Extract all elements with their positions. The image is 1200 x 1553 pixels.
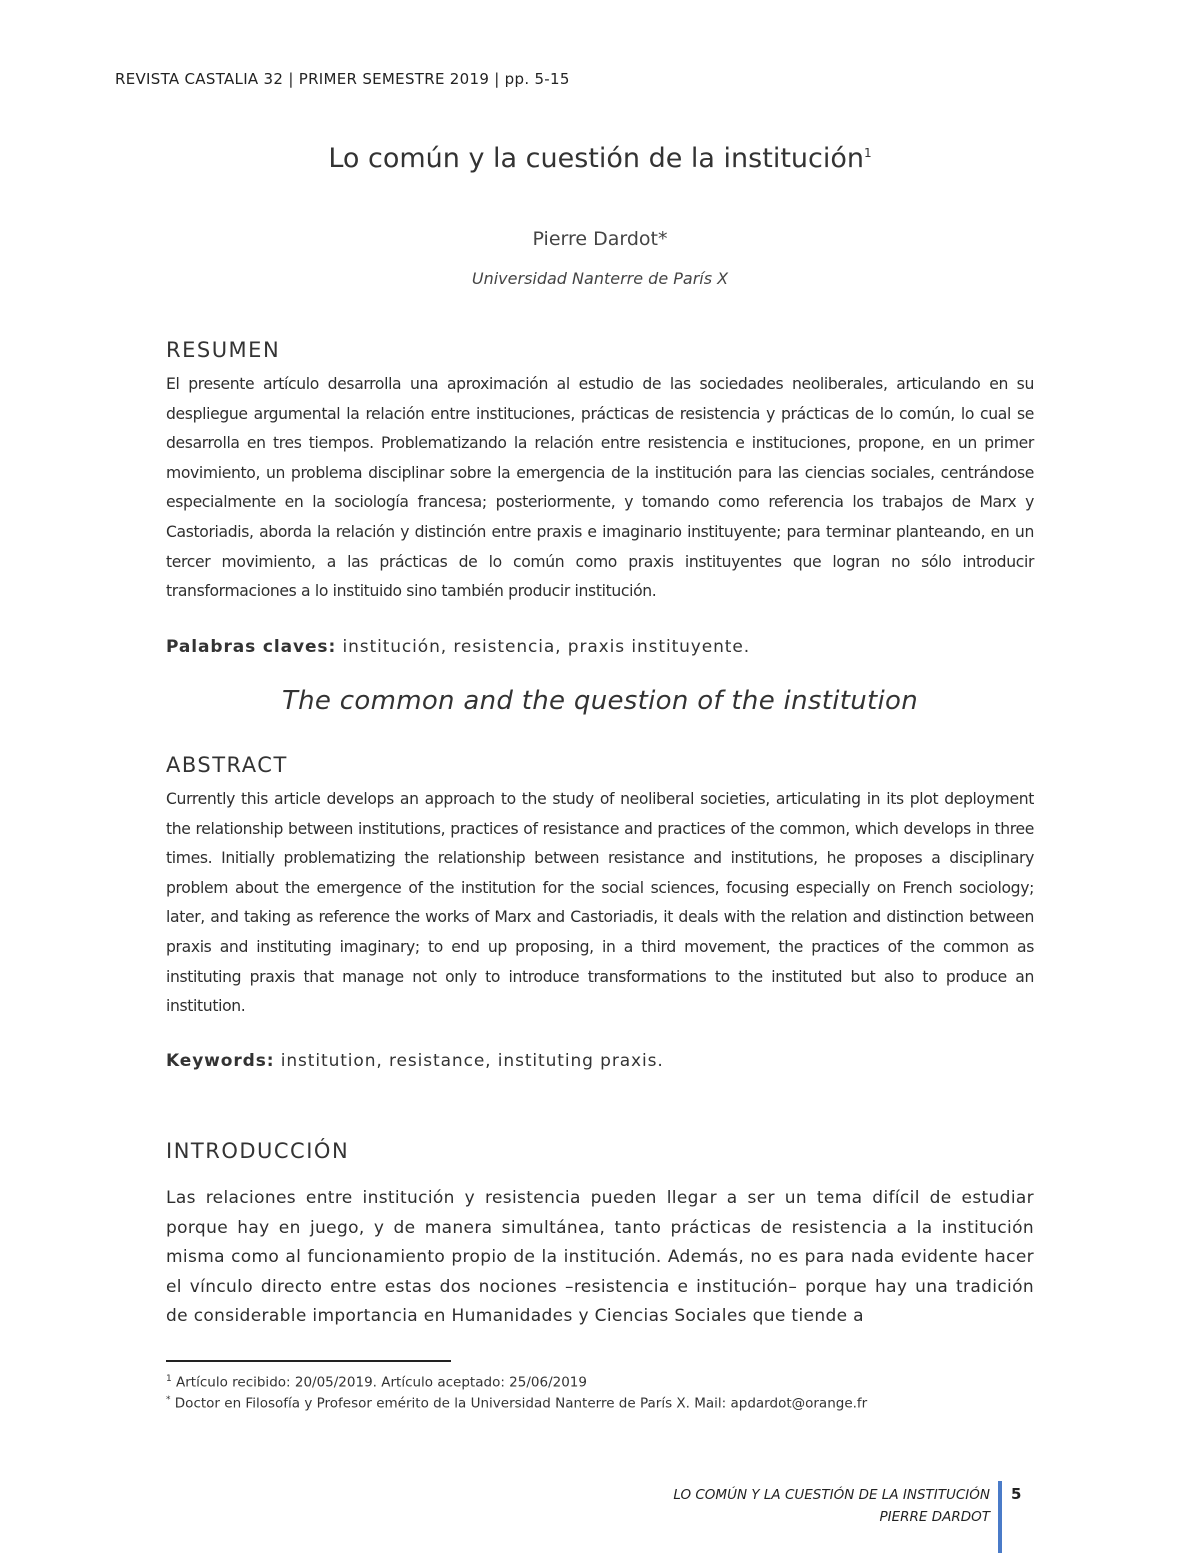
resumen-heading: RESUMEN [166,338,281,362]
footnote-separator [166,1360,451,1362]
resumen-keywords [166,637,1034,657]
introduccion-body: Las relaciones entre institución y resistencia pueden llegar a ser un tema difícil de estudiar porque hay en juego, y de manera simultánea, tanto prácticas de resistencia a la institución misma como al funcionamiento propio de la institución. Además, no es para nada evidente hacer el vínculo directo entre estas dos nociones –resistencia e institución– porque hay una tradición de considerable importancia en Humanidades y Ciencias Sociales que tiende a [166,1188,1034,1327]
english-title: The common and the question of the institution [281,686,919,716]
footnote-2-mark: * [166,1395,171,1405]
title-footnote-mark[interactable]: 1 [864,146,872,160]
author-name: Pierre Dardot* [532,228,668,250]
footnote-1 [166,1374,587,1391]
resumen-keywords-label: Palabras claves: [166,637,337,657]
abstract-keywords-list: institution, resistance, instituting praxis. [274,1051,664,1071]
footer-accent-bar [998,1481,1002,1553]
footnote-1-text: Artículo recibido: 20/05/2019. Artículo aceptado: 25/06/2019 [171,1374,587,1391]
resumen-keywords-list: institución, resistencia, praxis instituyente. [336,637,751,657]
article-title [0,143,1200,174]
abstract-keywords [166,1051,1034,1071]
footnote-2 [166,1395,867,1412]
abstract-keywords-label: Keywords: [166,1051,275,1071]
page-number: 5 [1011,1485,1022,1503]
running-footer [673,1484,990,1528]
article-title-text: Lo común y la cuestión de la institución [328,143,865,174]
abstract-heading: ABSTRACT [166,753,288,777]
introduccion-heading: INTRODUCCIÓN [166,1139,350,1163]
abstract-body: Currently this article develops an approach to the study of neoliberal societies, articulating in its plot deployment the relationship between institutions, practices of resistance and practices of the common, which develops in three times. Initially problematizing the relationship between resistance and institutions, he proposes a disciplinary problem about the emergence of the institution for the social sciences, focusing especially on French sociology; later, and taking as reference the works of Marx and Castoriadis, it deals with the relation and distinction between praxis and instituting imaginary; to end up proposing, in a third movement, the practices of the common as instituting praxis that manage not only to introduce transformations to the instituted but also to produce an institution. [166,790,1034,1016]
running-title: LO COMÚN Y LA CUESTIÓN DE LA INSTITUCIÓN [673,1487,990,1503]
footnote-2-text: Doctor en Filosofía y Profesor emérito de la Universidad Nanterre de París X. Mail: apdardot@orange.fr [170,1395,868,1412]
running-author: PIERRE DARDOT [879,1509,990,1525]
resumen-body: El presente artículo desarrolla una aproximación al estudio de las sociedades neoliberales, articulando en su despliegue argumental la relación entre instituciones, prácticas de resistencia y prácticas de lo común, lo cual se desarrolla en tres tiempos. Problematizando la relación entre resistencia e instituciones, propone, en un primer movimiento, un problema disciplinar sobre la emergencia de la institución para las ciencias sociales, centrándose especialmente en la sociología francesa; posteriormente, y tomando como referencia los trabajos de Marx y Castoriadis, aborda la relación y distinción entre praxis e imaginario instituyente; para terminar planteando, en un tercer movimiento, a las prácticas de lo común como praxis instituyentes que logran no sólo introducir transformaciones a lo instituido sino también producir institución. [166,375,1034,601]
journal-header: REVISTA CASTALIA 32 | PRIMER SEMESTRE 2019 | pp. 5-15 [115,70,570,88]
author-affiliation: Universidad Nanterre de París X [471,269,729,288]
footnote-1-mark: 1 [166,1374,172,1384]
